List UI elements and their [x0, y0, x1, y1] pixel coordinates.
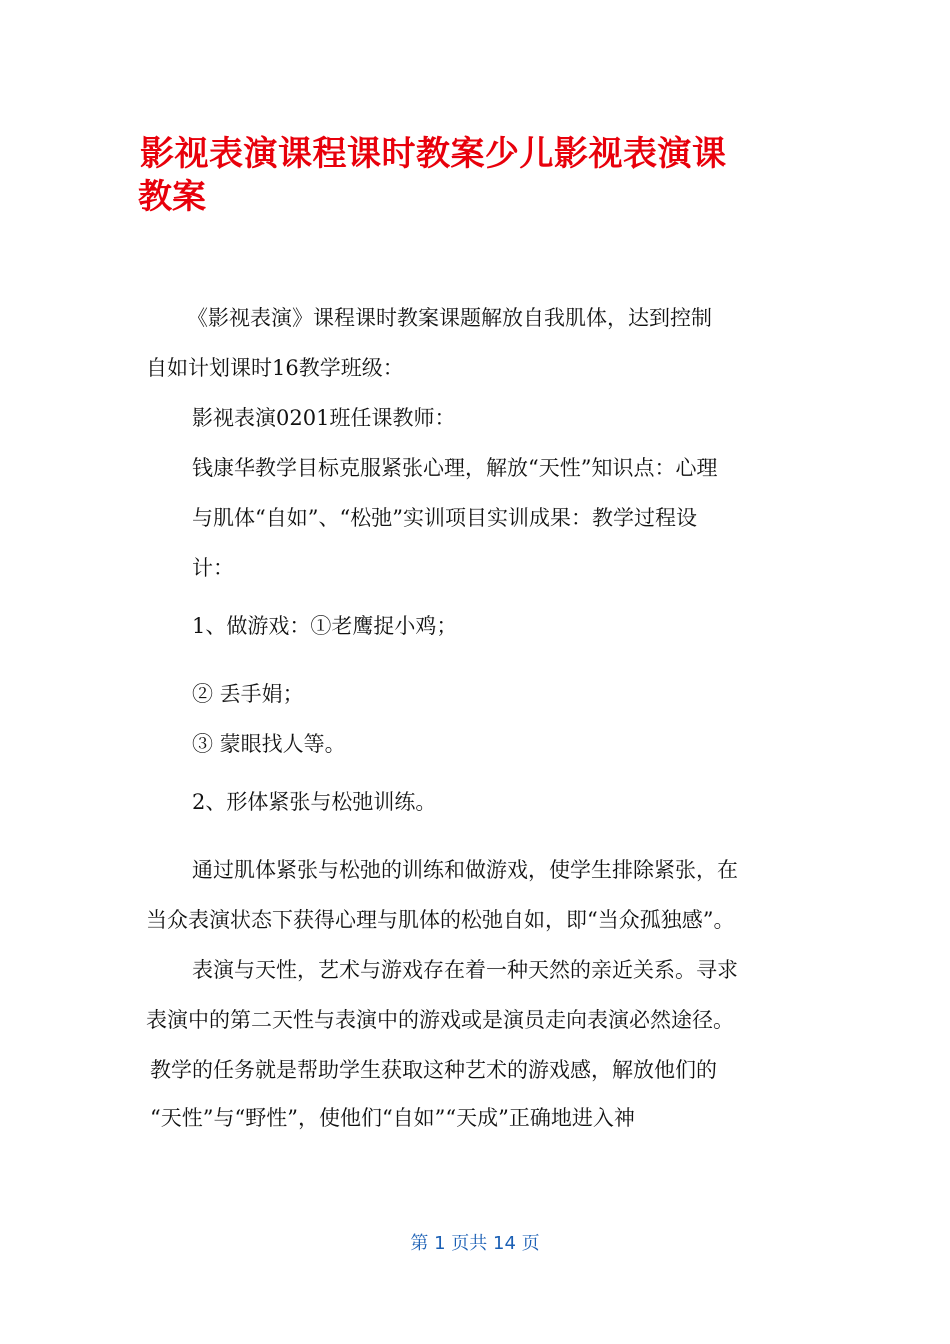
body-line-10: 2、形体紧张与松弛训练。 — [192, 790, 437, 814]
body-line-6: 计： — [192, 556, 234, 580]
body-line-4: 钱康华教学目标克服紧张心理，解放“天性”知识点：心理 — [192, 456, 718, 480]
body-line-9: ③ 蒙眼找人等。 — [192, 732, 346, 756]
body-line-3: 影视表演0201班任课教师： — [192, 406, 456, 430]
body-line-8: ② 丢手娟； — [192, 682, 304, 706]
page-number: 第 1 页共 14 页 — [410, 1233, 540, 1254]
body-line-13: 表演与天性，艺术与游戏存在着一种天然的亲近关系。寻求 — [192, 958, 738, 982]
body-line-12: 当众表演状态下获得心理与肌体的松弛自如，即“当众孤独感”。 — [146, 908, 735, 932]
document-title-line-2: 教案 — [138, 177, 206, 217]
body-line-14: 表演中的第二天性与表演中的游戏或是演员走向表演必然途径。 — [146, 1008, 734, 1032]
body-line-15: 教学的任务就是帮助学生获取这种艺术的游戏感，解放他们的 — [150, 1058, 717, 1082]
body-line-7: 1、做游戏：①老鹰捉小鸡； — [192, 614, 458, 638]
body-line-11: 通过肌体紧张与松弛的训练和做游戏，使学生排除紧张，在 — [192, 858, 738, 882]
body-line-5: 与肌体“自如”、“松弛”实训项目实训成果：教学过程设 — [192, 506, 697, 530]
body-line-1: 《影视表演》课程课时教案课题解放自我肌体，达到控制 — [187, 306, 712, 330]
body-line-2: 自如计划课时16教学班级： — [146, 356, 404, 380]
body-line-16: “天性”与“野性”，使他们“自如”“天成”正确地进入神 — [150, 1106, 635, 1130]
document-title-line-1: 影视表演课程课时教案少儿影视表演课 — [140, 134, 727, 174]
